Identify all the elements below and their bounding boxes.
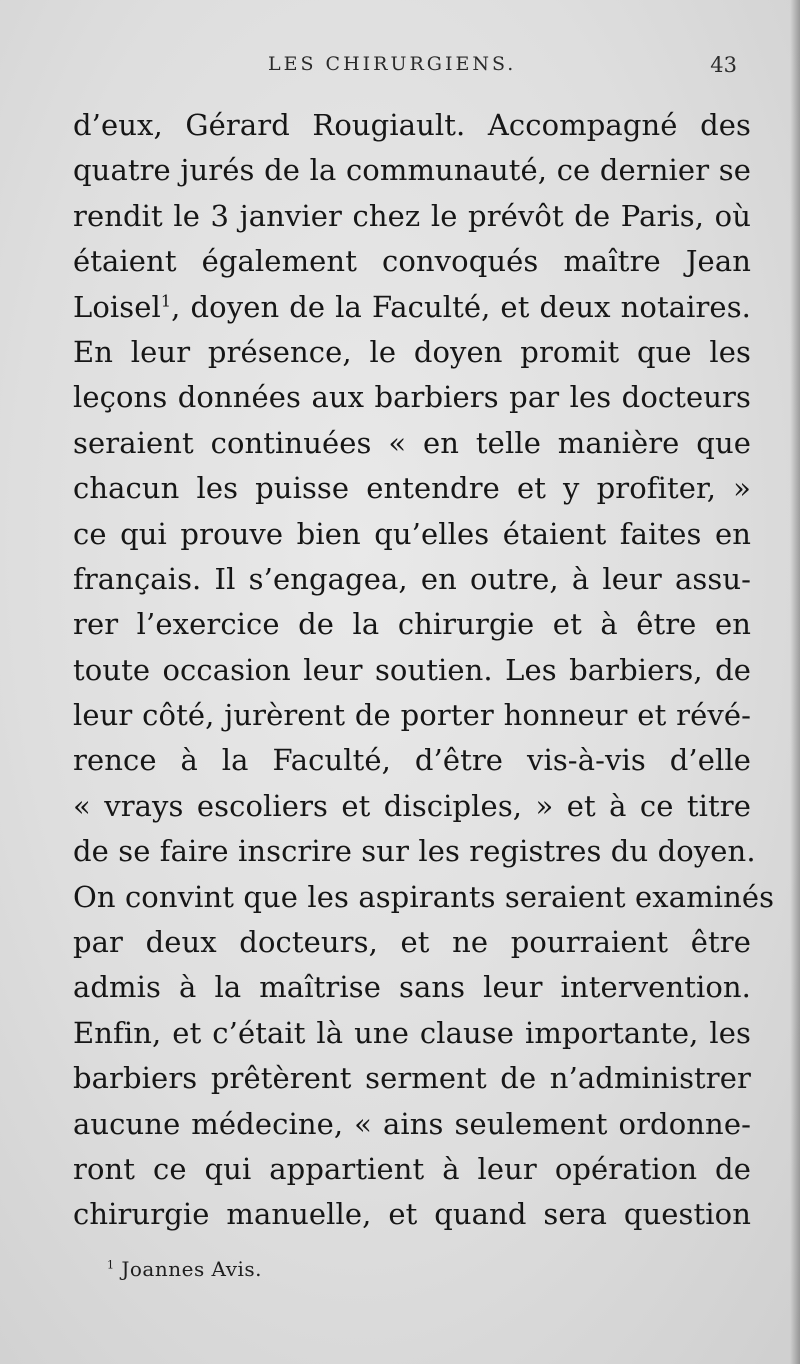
text-line: rer l’exercice de la chirurgie et à être en [73,607,751,642]
footnote-reference: 1 [160,290,172,310]
text-line: rence à la Faculté, d’être vis-à-vis d’elle [73,743,751,778]
text-line: « vrays escoliers et disciples, » et à ce titre [73,788,751,823]
text-line: par deux docteurs, et ne pourraient être [73,925,751,960]
text-line: rendit le 3 janvier chez le prévôt de Paris, où [73,198,751,233]
footnote [107,1256,262,1282]
page-edge-shadow [790,0,800,1364]
text-line: admis à la maîtrise sans leur intervention. [73,970,751,1005]
text-line-with-note: Loisel$^1$, doyen de la Faculté, et deux notaires. [73,289,751,324]
text-line: barbiers prêtèrent serment de n’administrer [73,1061,751,1096]
text-line: quatre jurés de la communauté, ce dernier se [73,153,751,188]
text-line: leçons données aux barbiers par les docteurs [73,380,751,415]
text-line: chacun les puisse entendre et y profiter, » [73,471,751,506]
text-line: chirurgie manuelle, et quand sera question [73,1197,751,1232]
text-line: En leur présence, le doyen promit que les [73,334,751,369]
text-line: leur côté, jurèrent de porter honneur et révé- [73,698,751,733]
text-line: Enfin, et c’était là une clause importante, les [73,1015,751,1050]
text-line: ce qui prouve bien qu’elles étaient faites en [73,516,751,551]
text-line: d’eux, Gérard Rougiault. Accompagné des [73,108,751,142]
text-line: étaient également convoqués maître Jean [73,244,751,279]
text-line: de se faire inscrire sur les registres du doyen. [73,834,756,869]
text-line: toute occasion leur soutien. Les barbiers, de [73,652,751,687]
footnote-marker: 1 [107,1258,115,1272]
note-anchor-word: Loisel [73,289,161,324]
body-text [73,103,775,1238]
text-line: français. Il s’engagea, en outre, à leur assu- [73,561,751,596]
page-header [0,47,800,81]
text-line: seraient continuées « en telle manière que [73,425,751,460]
text-line: aucune médecine, « ains seulement ordonne- [73,1106,751,1141]
page-number: 43 [710,53,737,77]
footnote-text: Joannes Avis. [121,1257,263,1281]
text-line: On convint que les aspirants seraient examinés [73,879,775,914]
text-line-rest: doyen de la Faculté, et deux notaires. [190,289,751,324]
running-title: LES CHIRURGIENS. [268,53,517,75]
text-line: ront ce qui appartient à leur opération de [73,1151,751,1186]
